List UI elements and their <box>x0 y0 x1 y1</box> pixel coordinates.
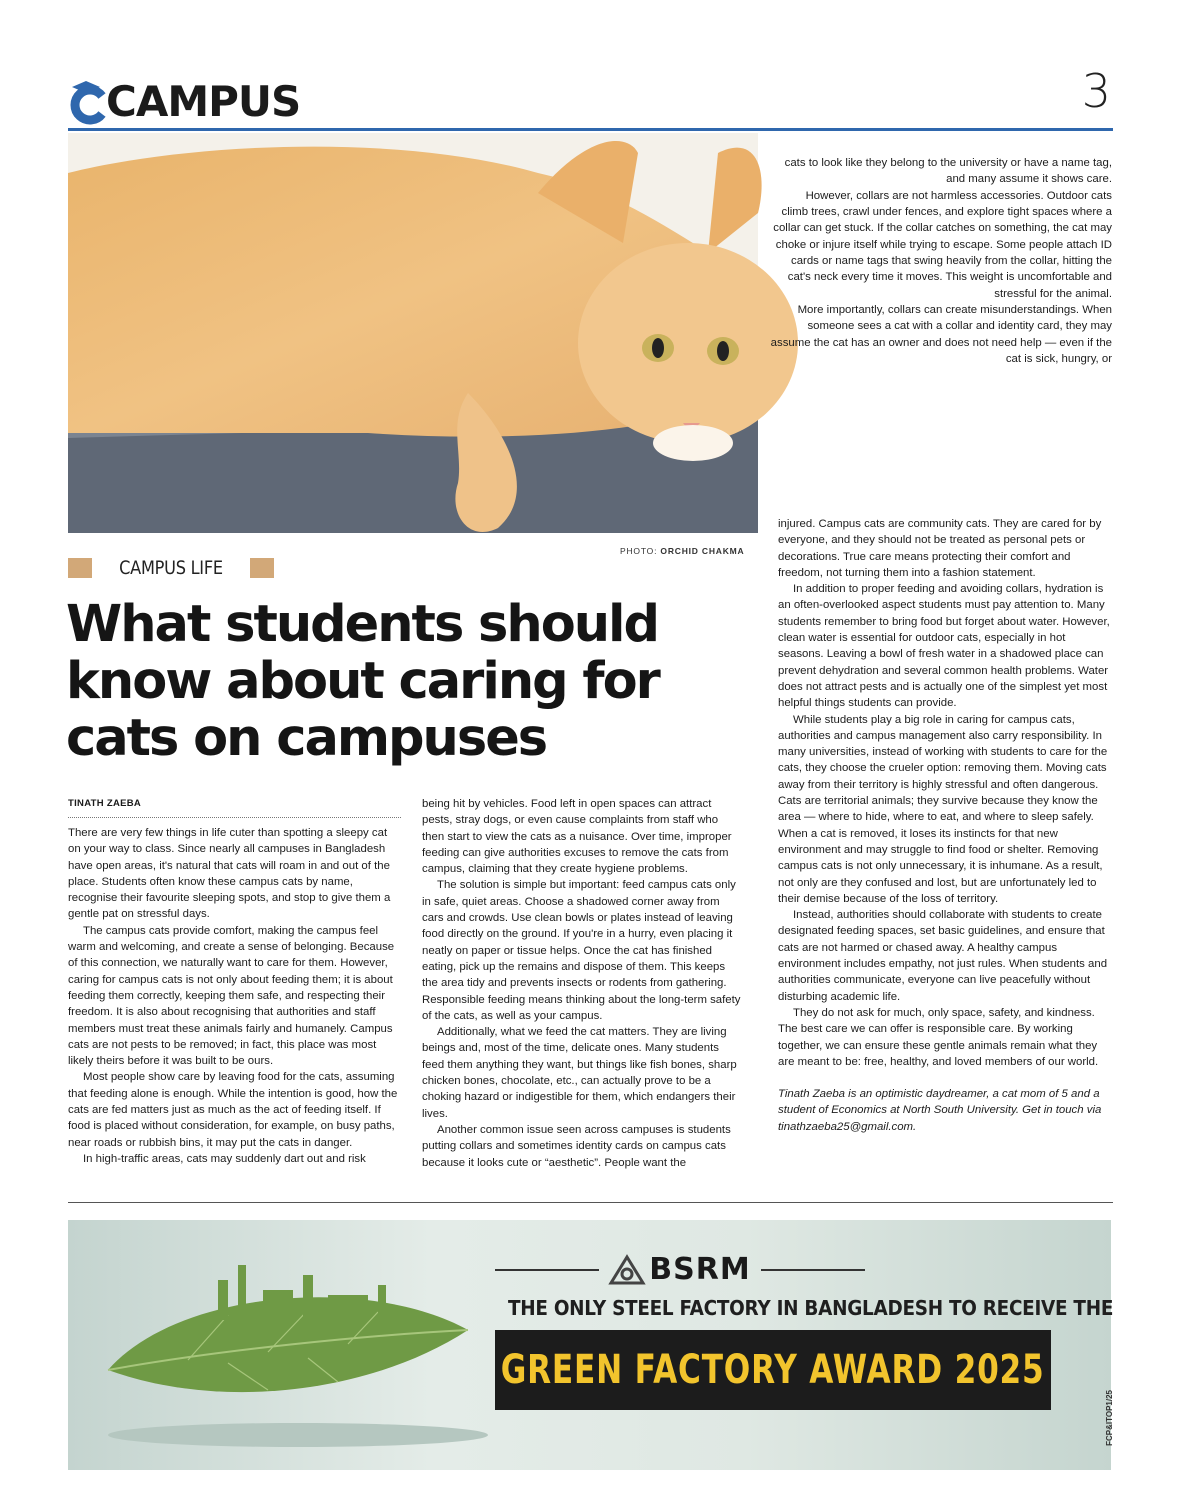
divider <box>495 1269 599 1271</box>
paragraph: injured. Campus cats are community cats. They are cared for by everyone, and they should not be treated as personal pets or decorations. True care means protecting their comfort and freedom, not turning them into a fashion statement. <box>778 518 1102 579</box>
paragraph: Instead, authorities should collaborate with students to create designated feeding spaces, set basic guidelines, and ensure that cats are not harmed or chased away. A healthy campus environment includes empathy, not just rules. When students and authorities communicate, everyone can live peacefully without disturbing academic life. <box>778 909 1108 1003</box>
footer-rule <box>68 1202 1113 1203</box>
ad-brand-name: BSRM <box>649 1252 751 1287</box>
paragraph: There are very few things in life cuter than spotting a sleepy cat on your way to class. Since nearly all campuses in Bangladesh have open areas, it's natural that cats will roam in and out of the place. Students often know these campus cats by name, recognise their favourite sleeping spots, and stop to give them a gentle pat on stressful days. <box>68 827 391 921</box>
paragraph: Most people show care by leaving food for the cats, assuming that feeding alone is enough. While the intention is good, how the cats are fed matters just as much as the act of feeding itself. If food is placed without consideration, for example, on busy paths, near roads or rubbish bins, it may put the cats in danger. <box>68 1071 398 1149</box>
headline: What students should know about caring for cats on campuses <box>66 595 659 768</box>
paragraph: They do not ask for much, only space, safety, and kindness. The best care we can offer is responsible care. By working together, we can ensure these gentle animals remain what they are meant to be: free, healthy, and loved members of our world. <box>778 1006 1099 1068</box>
paragraph: The solution is simple but important: feed campus cats only in safe, quiet areas. Choose a shadowed corner away from cars and crowds. Use clean bowls or plates instead of leaving food directly on the ground. If you're in a hurry, even placing it neatly on paper or tissue helps. Once the cat has finished eating, pick up the remains and dispose of them. This keeps the area tidy and prevents insects or rodents from gathering. Responsible feeding means thinking about the long-term safety of the cats, as well as your campus. <box>422 879 741 1022</box>
photo-credit-name: ORCHID CHAKMA <box>660 546 745 556</box>
byline: TINATH ZAEBA <box>68 798 401 818</box>
bsrm-logo <box>609 1252 750 1287</box>
graduation-cap-icon <box>68 80 108 124</box>
campus-logo <box>68 74 300 130</box>
paragraph: Additionally, what we feed the cat matters. They are living beings and, most of the time, delicate ones. Many students feed them anything they want, but things like fish bones, sharp chicken bones, chocolate, etc., can actually prove to be a choking hazard or indigestible for them, which endangers their lives. <box>422 1026 737 1120</box>
paragraph: In addition to proper feeding and avoiding collars, hydration is an often-overlooked aspect students must pay attention to. Many students remember to bring food but forget about water. However, clean water is essential for outdoor cats, especially in hot seasons. Leaving a bowl of fresh water in a shadowed place can prevent dehydration and several common health problems. Water does not attract pests and is actually one of the simplest yet most helpful things students can provide. <box>778 583 1110 710</box>
bsrm-logo-icon <box>609 1255 645 1285</box>
paragraph: More importantly, collars can create misunderstandings. When someone sees a cat with a collar and identity card, they may assume the cat has an owner and does not need help — even if the cat is sick, hungry, or <box>770 304 1112 366</box>
author-bio: Tinath Zaeba is an optimistic daydreamer, a cat mom of 5 and a student of Economics at North South University. Get in touch via tinathzaeba25@gmail.com. <box>778 1088 1102 1133</box>
section-title: CAMPUS <box>106 77 301 126</box>
ad-brand <box>495 1252 865 1287</box>
ad-tagline: THE ONLY STEEL FACTORY IN BANGLADESH TO RECEIVE THE <box>508 1296 1114 1320</box>
masthead <box>68 64 1113 132</box>
paragraph: The campus cats provide comfort, making the campus feel warm and welcoming, and create a sense of belonging. Because of this connection, we naturally want to care for them. However, caring for campus cats is not only about feeding them; it is about feeding them correctly, keeping them safe, and respecting their freedom. It is also about recognising that authorities and staff members must treat these animals fairly and humanely. Campus cats are not pests to be removed; in fact, this place was most likely theirs before it was built to be ours. <box>68 924 395 1068</box>
kicker-square-left <box>68 558 92 578</box>
ad-award-box <box>495 1330 1051 1410</box>
page-number: 3 <box>1081 64 1111 118</box>
advertisement[interactable] <box>68 1220 1114 1470</box>
paragraph: cats to look like they belong to the university or have a name tag, and many assume it shows care. <box>784 157 1112 186</box>
kicker <box>68 555 274 581</box>
ad-code: FCP&ITOP1/25 <box>1105 1390 1114 1446</box>
body-column-2 <box>422 796 742 1171</box>
paragraph: However, collars are not harmless accessories. Outdoor cats climb trees, crawl under fences, and explore tight spaces where a collar can get stuck. If the collar catches on something, the cat may choke or injure itself while trying to escape. Some people attach ID cards or name tags that swing heavily from the collar, hitting the cat's neck every time it moves. This weight is uncomfortable and stressful for the animal. <box>773 189 1112 300</box>
paragraph: In high-traffic areas, cats may suddenly dart out and risk <box>83 1152 366 1165</box>
cat-photo <box>68 133 758 533</box>
photo-credit-label: PHOTO: <box>620 546 658 556</box>
body-column-1 <box>68 825 401 1167</box>
cat-illustration <box>68 133 758 533</box>
leaf-factory-icon <box>68 1220 528 1470</box>
divider <box>761 1269 865 1271</box>
paragraph: being hit by vehicles. Food left in open spaces can attract pests, stray dogs, or even cause complaints from staff who then start to view the cats as a nuisance. Over time, improper feeding can give authorities excuses to remove the cats from campus, claiming that they create hygiene problems. <box>422 798 732 876</box>
body-column-3 <box>778 516 1112 1135</box>
body-column-3-top <box>770 155 1112 367</box>
masthead-rule <box>68 128 1113 131</box>
kicker-square-right <box>250 558 274 578</box>
paragraph: While students play a big role in caring for campus cats, authorities and campus management also carry responsibility. In many universities, instead of working with students to care for the cats, they choose the crueler option: removing them. Moving cats away from their territory is highly stressful and often dangerous. Cats are territorial animals; they survive because they know the area — where to hide, where to eat, and where to sleep safely. When a cat is removed, it loses its instincts for that new environment and may struggle to find food or shelter. Removing campus cats is not only unnecessary, it is inhumane. As a result, not only are they confused and lost, but are unfortunately led to their demise because of the loss of territory. <box>778 713 1108 905</box>
paragraph: Another common issue seen across campuses is students putting collars and sometimes identity cards on campus cats because it looks cute or “aesthetic”. People want the <box>422 1123 731 1169</box>
photo-credit <box>620 546 744 556</box>
ad-award-text: GREEN FACTORY AWARD 2025 <box>501 1347 1045 1393</box>
kicker-label: CAMPUS LIFE <box>119 557 223 579</box>
